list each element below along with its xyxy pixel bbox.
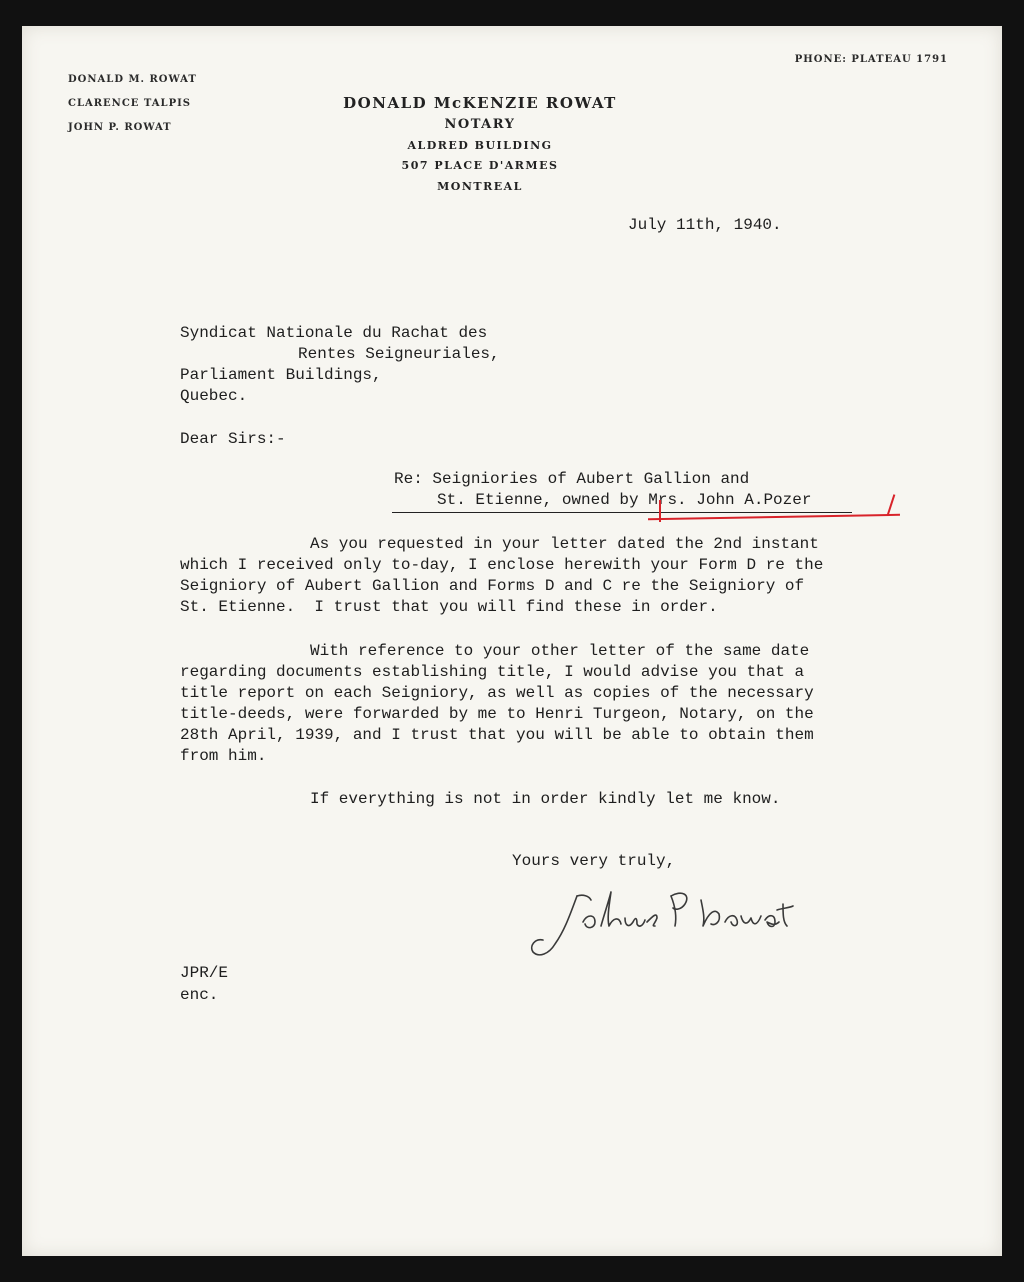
red-annotation-tick-left [659, 500, 661, 522]
paragraph-2-line-3: title report on each Seigniory, as well as copies of the necessary [180, 684, 814, 702]
subject-underline [392, 512, 852, 513]
letterhead-partner-3: JOHN P. ROWAT [68, 122, 172, 133]
recipient-line-3: Parliament Buildings, [180, 366, 382, 384]
letterhead-partner-1: DONALD M. ROWAT [68, 74, 197, 85]
paragraph-1-line-2: which I received only to-day, I enclose herewith your Form D re the [180, 556, 824, 574]
reference-initials: JPR/E [180, 964, 229, 982]
letterhead-building: ALDRED BUILDING [407, 139, 553, 152]
paragraph-3: If everything is not in order kindly let me know. [310, 790, 781, 808]
letter-date: July 11th, 1940. [628, 216, 782, 234]
recipient-line-1: Syndicat Nationale du Rachat des [180, 324, 488, 342]
paragraph-2-line-6: from him. [180, 747, 267, 765]
paragraph-1-line-3: Seigniory of Aubert Gallion and Forms D and C re the Seigniory of [180, 577, 805, 595]
paragraph-2-line-4: title-deeds, were forwarded by me to Henri Turgeon, Notary, on the [180, 705, 814, 723]
letterhead-partner-2: CLARENCE TALPIS [68, 98, 191, 109]
letterhead-street: 507 PLACE D'ARMES [401, 159, 559, 172]
letter-page [22, 26, 1002, 1256]
paragraph-2-line-5: 28th April, 1939, and I trust that you will be able to obtain them [180, 726, 814, 744]
recipient-line-2: Rentes Seigneuriales, [298, 345, 500, 363]
enclosure-note: enc. [180, 986, 219, 1004]
handwritten-signature [525, 882, 795, 962]
letterhead-city: MONTREAL [437, 180, 523, 193]
subject-line-1: Re: Seigniories of Aubert Gallion and [394, 470, 750, 488]
paragraph-1-line-4: St. Etienne. I trust that you will find these in order. [180, 598, 718, 616]
letterhead-firm-name: DONALD McKENZIE ROWAT [343, 94, 617, 112]
paragraph-1-line-1: As you requested in your letter dated the 2nd instant [310, 535, 819, 553]
paragraph-2-line-2: regarding documents establishing title, I would advise you that a [180, 663, 805, 681]
paragraph-2-line-1: With reference to your other letter of the same date [310, 642, 810, 660]
letterhead-title: NOTARY [444, 117, 516, 132]
subject-line-2: St. Etienne, owned by Mrs. John A.Pozer [437, 491, 812, 509]
salutation: Dear Sirs:- [180, 430, 286, 448]
closing: Yours very truly, [512, 852, 676, 870]
letterhead-phone: PHONE: PLATEAU 1791 [794, 54, 948, 65]
recipient-line-4: Quebec. [180, 387, 248, 405]
